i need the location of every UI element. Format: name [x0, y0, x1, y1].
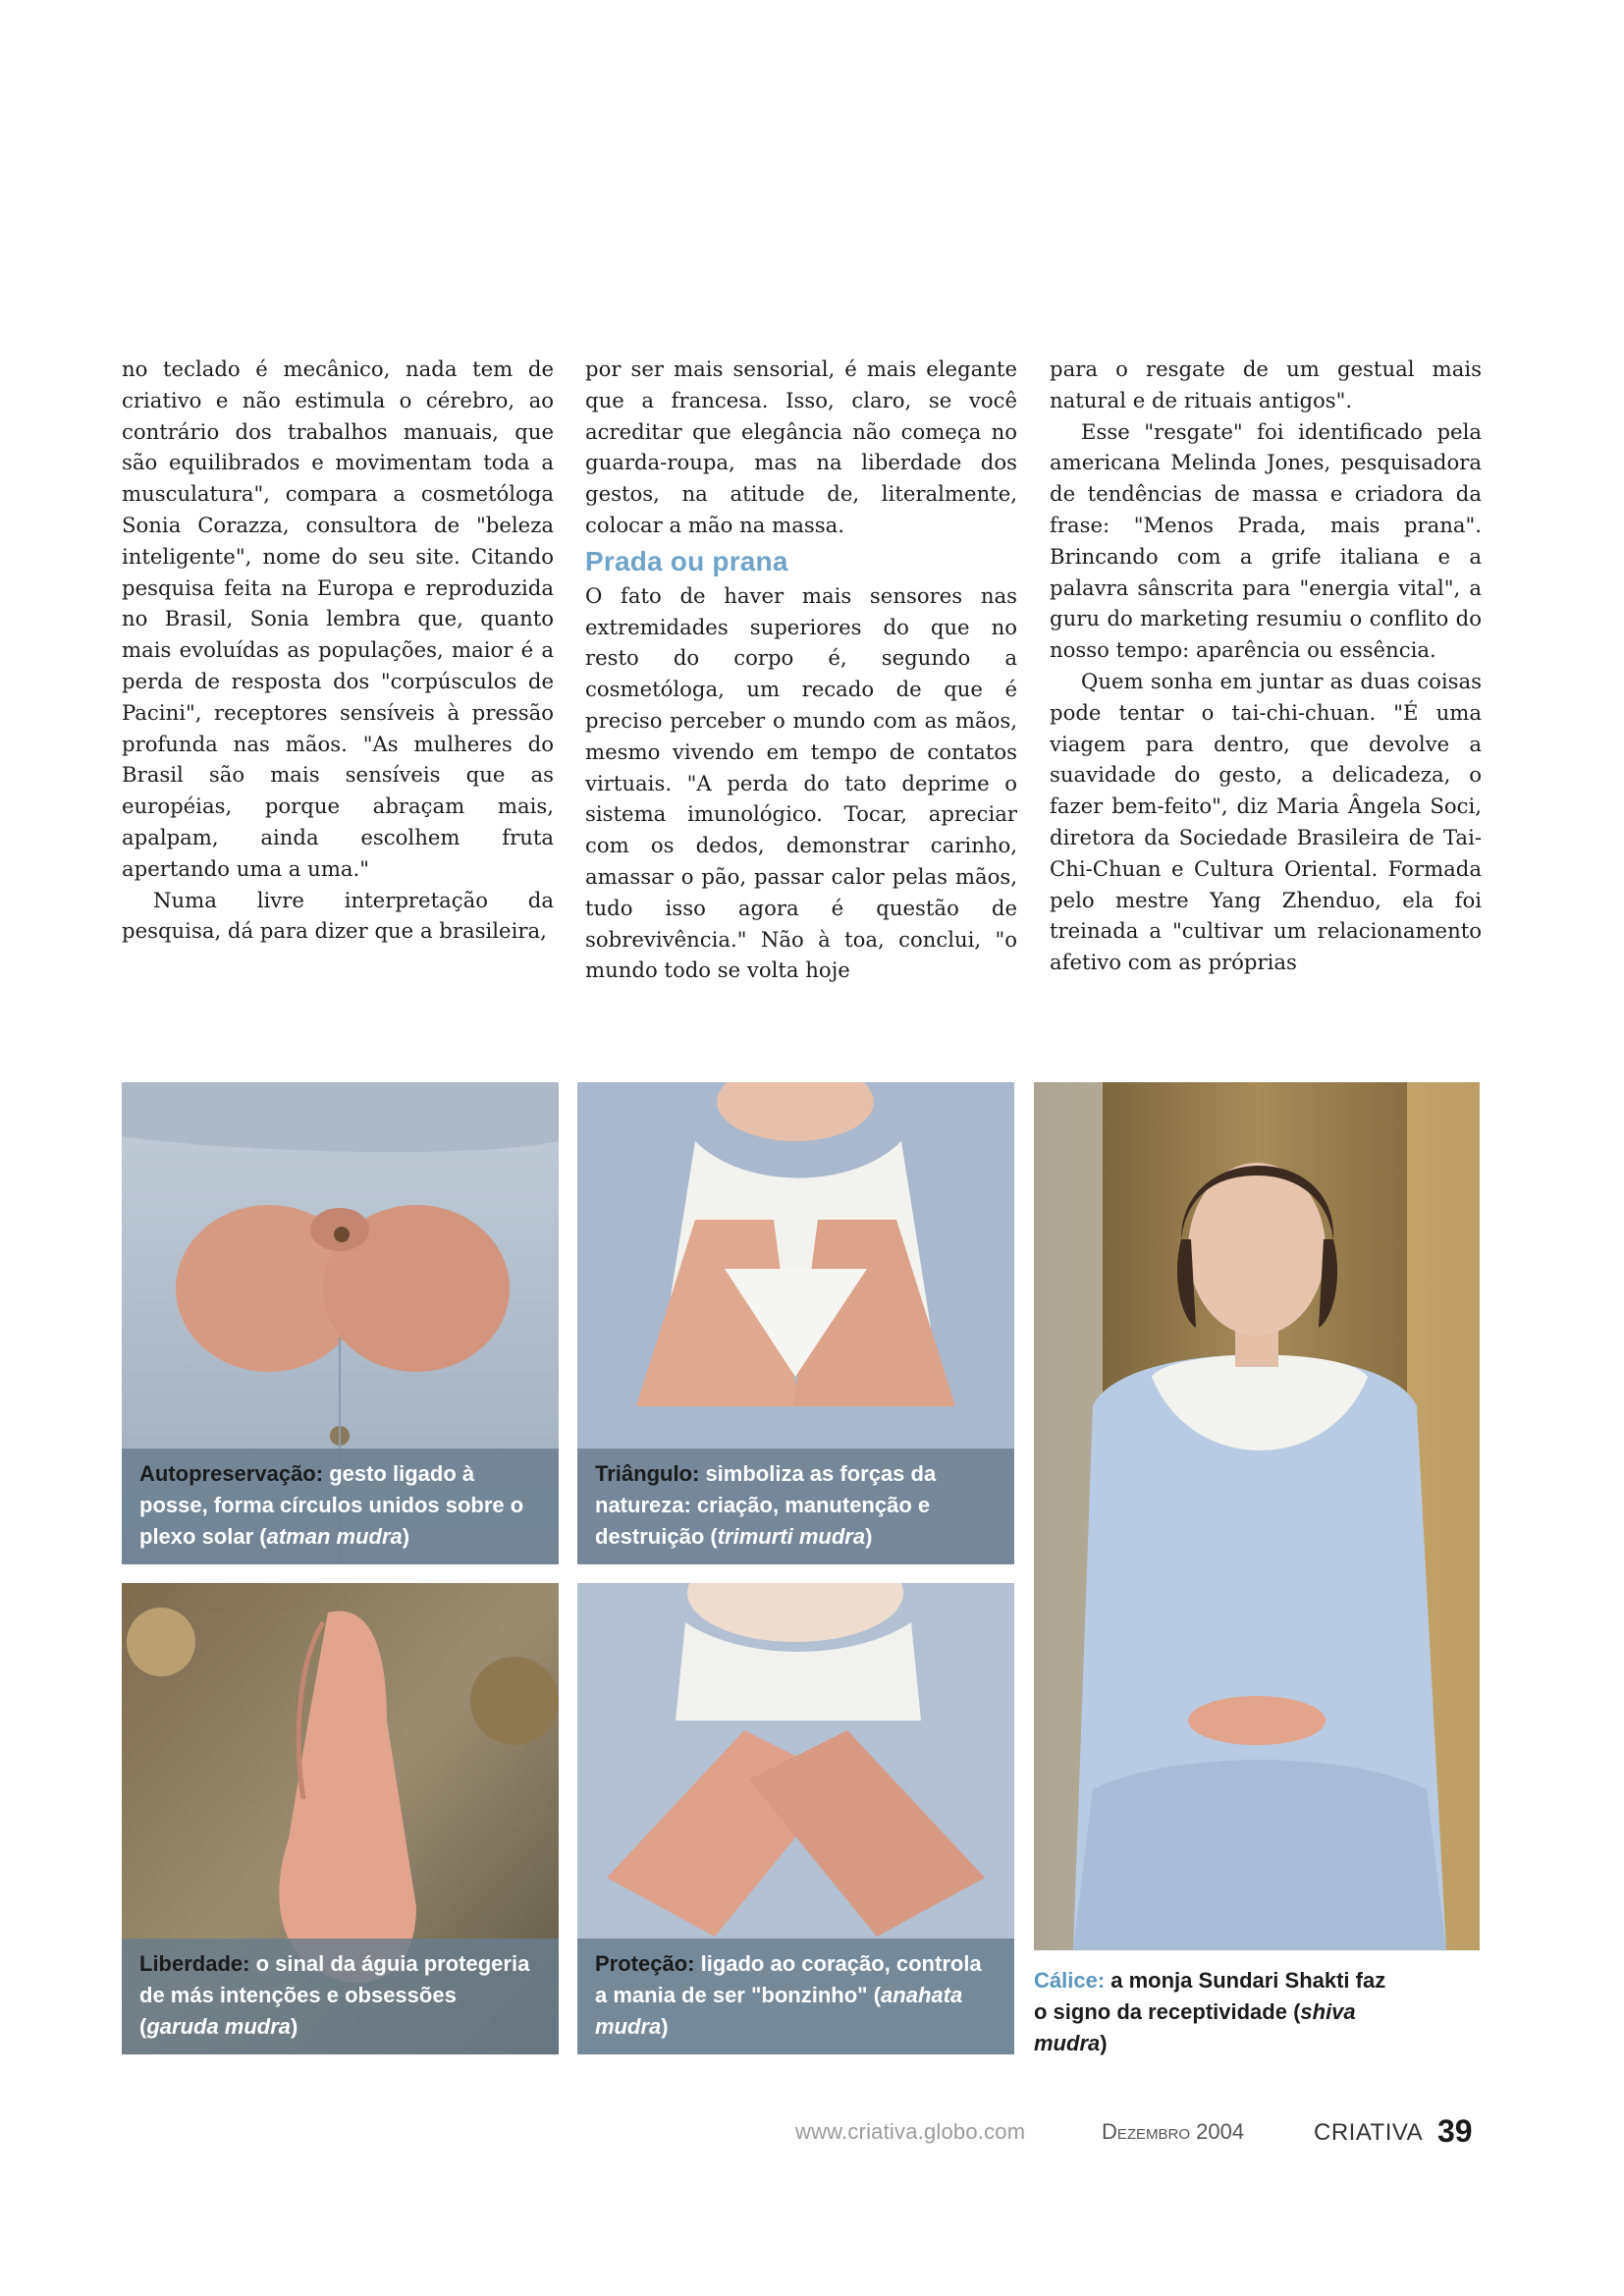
- paragraph: por ser mais sensorial, é mais elegante que a francesa. Isso, claro, se você acreditar que elegância não começa no guarda-roupa, mas na liberdade dos gestos, na atitude de, literalmente, colocar a mão na massa.: [585, 356, 1017, 537]
- nun-meditating-illustration: [1034, 1082, 1480, 1950]
- article-column-3: [1050, 354, 1482, 978]
- paragraph: para o resgate de um gestual mais natural e de rituais antigos".: [1050, 356, 1482, 412]
- article-column-2: [585, 354, 1017, 986]
- paragraph: no teclado é mecânico, nada tem de criativo e não estimula o cérebro, ao contrário dos trabalhos manuais, que são equilibrados e movimentam toda a musculatura", compara a cosmetóloga Sonia Corazza, consultora de "beleza inteligente", nome do seu site. Citando pesquisa feita na Europa e reproduzida no Brasil, Sonia lembra que, quanto mais evoluídas as populações, maior é a perda de resposta dos "corpúsculos de Pacini", receptores sensíveis à pressão profunda nas mãos. "As mulheres do Brasil são mais sensíveis que as européias, porque abraçam mais, apalpam, ainda escolhem fruta apertando uma a uma.": [122, 356, 554, 881]
- photo-protecao: [577, 1583, 1014, 2054]
- photo-caption-calice: Cálice: a monja Sundari Shakti faz o signo da receptividade (shiva mudra): [1034, 1968, 1386, 2055]
- photo-liberdade: [122, 1583, 559, 2054]
- paragraph: Esse "resgate" foi identificado pela americana Melinda Jones, pesquisadora de tendências de massa e criadora da frase: "Menos Prada, mais prana". Brincando com a grife italiana e a palavra sânscrita para "energia vital", a guru do marketing resumiu o conflito do nosso tempo: aparência ou essência.: [1050, 418, 1482, 663]
- paragraph: Numa livre interpretação da pesquisa, dá para dizer que a brasileira,: [122, 887, 554, 944]
- photo-caption: Triângulo: simboliza as forças da natureza: criação, manutenção e destruição (trimurti mudra): [577, 1449, 1014, 1564]
- footer-magazine-name: CRIATIVA: [1314, 2119, 1424, 2146]
- article-column-1: [122, 354, 554, 947]
- photo-autopreservacao: [122, 1082, 559, 1564]
- photo-caption: Autopreservação: gesto ligado à posse, forma círculos unidos sobre o plexo solar (atman mudra): [122, 1449, 559, 1564]
- page-footer: [795, 2113, 1502, 2153]
- footer-date: Dezembro 2004: [1102, 2119, 1245, 2144]
- photo-caption: Liberdade: o sinal da águia protegeria de más intenções e obsessões (garuda mudra): [122, 1939, 559, 2054]
- paragraph: O fato de haver mais sensores nas extremidades superiores do que no resto do corpo é, segundo a cosmetóloga, um recado de que é preciso perceber o mundo com as mãos, mesmo vivendo em tempo de contatos virtuais. "A perda do tato deprime o sistema imunológico. Tocar, apreciar com os dedos, demonstrar carinho, amassar o pão, passar calor pelas mãos, tudo isso agora é questão de sobrevivência." Não à toa, conclui, "o mundo todo se volta hoje: [585, 582, 1017, 983]
- photo-caption: Proteção: ligado ao coração, controla a mania de ser "bonzinho" (anahata mudra): [577, 1939, 1014, 2054]
- photo-triangulo: [577, 1082, 1014, 1564]
- photo-calice: [1034, 1082, 1480, 1950]
- page-number: 39: [1437, 2113, 1473, 2149]
- paragraph: Quem sonha em juntar as duas coisas pode tentar o tai-chi-chuan. "É uma viagem para dentro, que devolve a suavidade do gesto, a delicadeza, o fazer bem-feito", diz Maria Ângela Soci, diretora da Sociedade Brasileira de Tai-Chi-Chuan e Cultura Oriental. Formada pelo mestre Yang Zhenduo, ela foi treinada a "cultivar um relacionamento afetivo com as próprias: [1050, 668, 1482, 975]
- footer-url[interactable]: www.criativa.globo.com: [795, 2119, 1026, 2144]
- section-subhead: Prada ou prana: [585, 545, 788, 576]
